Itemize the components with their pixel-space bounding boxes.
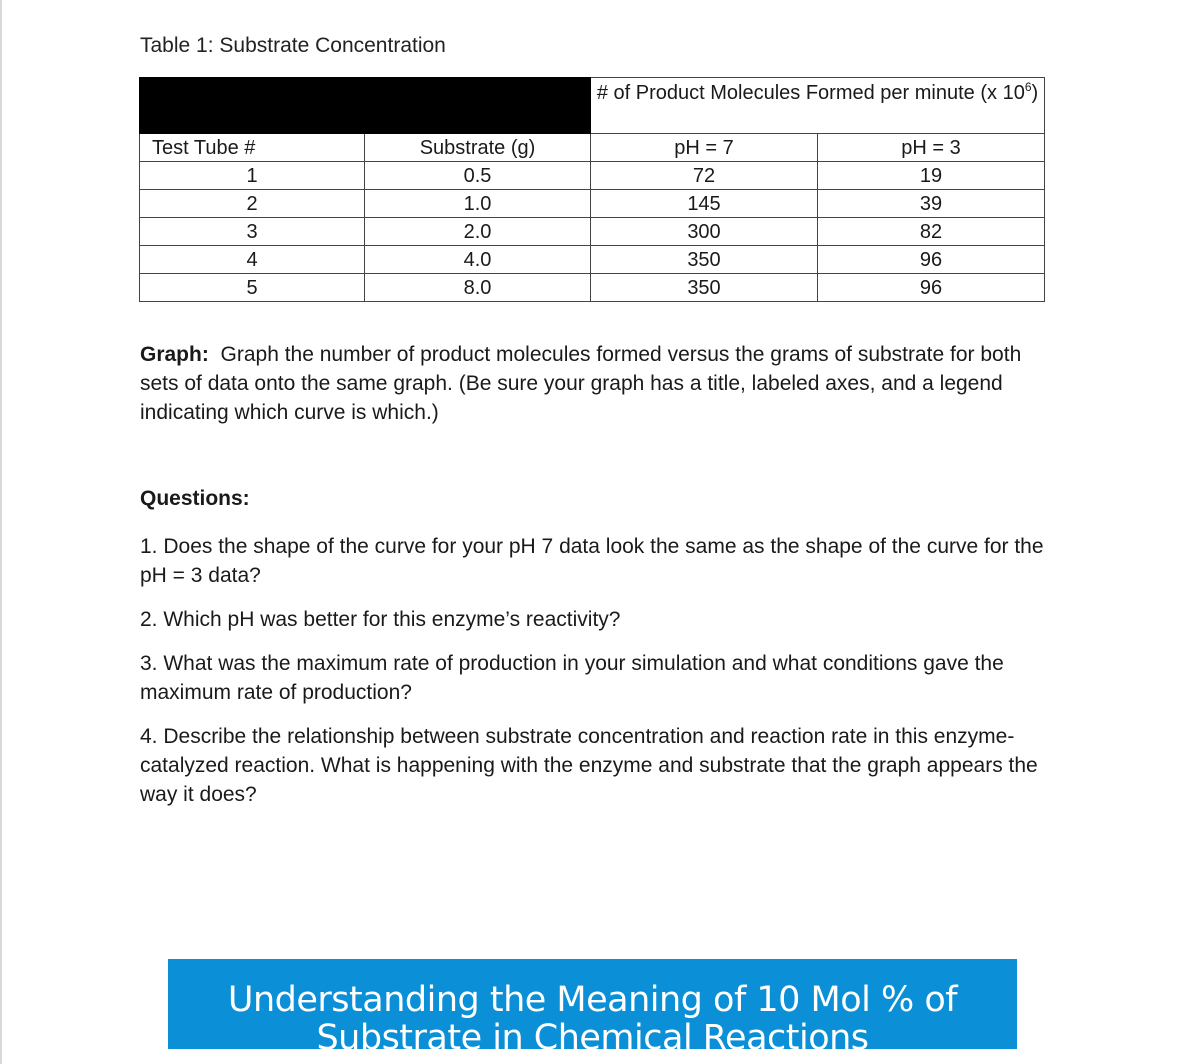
cell-ph3: 96: [818, 246, 1045, 274]
header-substrate: Substrate (g): [365, 134, 591, 162]
cell-substrate: 0.5: [365, 162, 591, 190]
title-banner: [168, 959, 1017, 1049]
cell-test-tube: 3: [140, 218, 365, 246]
cell-ph7: 350: [591, 246, 818, 274]
table-header-row: [140, 134, 1045, 162]
cell-test-tube: 4: [140, 246, 365, 274]
banner-title-line1: Understanding the Meaning of 10 Mol % of: [227, 980, 958, 1020]
cell-substrate: 2.0: [365, 218, 591, 246]
cell-ph7: 72: [591, 162, 818, 190]
table-row: [140, 190, 1045, 218]
header-test-tube: Test Tube #: [140, 134, 365, 162]
page-edge-rule: [0, 0, 2, 1064]
header-ph7: pH = 7: [591, 134, 818, 162]
question-item: 4. Describe the relationship between substrate concentration and reaction rate in this enzyme-catalyzed reaction. What is happening with the enzyme and substrate that the graph appears the way it does?: [140, 725, 1038, 806]
question-item: 2. Which pH was better for this enzyme’s reactivity?: [140, 608, 621, 631]
cell-ph3: 82: [818, 218, 1045, 246]
table-caption: Table 1: Substrate Concentration: [140, 34, 446, 57]
cell-ph3: 96: [818, 274, 1045, 302]
cell-ph3: 39: [818, 190, 1045, 218]
cell-test-tube: 2: [140, 190, 365, 218]
substrate-table: [139, 77, 1045, 302]
questions-heading: Questions:: [140, 487, 250, 510]
banner-title-line2: Substrate in Chemical Reactions: [316, 1018, 869, 1049]
table-row: [140, 218, 1045, 246]
group-header-exponent: 6: [1024, 80, 1032, 94]
cell-test-tube: 1: [140, 162, 365, 190]
cell-substrate: 4.0: [365, 246, 591, 274]
group-header-text: # of Product Molecules Formed per minute (x 10: [596, 82, 1025, 104]
cell-ph7: 145: [591, 190, 818, 218]
question-item: 3. What was the maximum rate of production in your simulation and what conditions gave the maximum rate of production?: [140, 652, 1004, 704]
group-header-cell: [591, 78, 1045, 134]
cell-ph7: 300: [591, 218, 818, 246]
table-blackout-cell: [140, 78, 591, 134]
cell-ph3: 19: [818, 162, 1045, 190]
graph-text: Graph the number of product molecules formed versus the grams of substrate for both sets of data onto the same graph. (Be sure your graph has a title, labeled axes, and a legend indicating which curve is which.): [140, 343, 1022, 424]
table-group-header-row: [140, 78, 1045, 134]
cell-substrate: 1.0: [365, 190, 591, 218]
graph-instructions: [140, 340, 1045, 427]
table-row: [140, 246, 1045, 274]
cell-test-tube: 5: [140, 274, 365, 302]
header-ph3: pH = 3: [818, 134, 1045, 162]
table-row: [140, 274, 1045, 302]
group-header-end: ): [1031, 82, 1039, 104]
cell-substrate: 8.0: [365, 274, 591, 302]
table-row: [140, 162, 1045, 190]
graph-label: Graph:: [140, 343, 209, 366]
cell-ph7: 350: [591, 274, 818, 302]
question-item: 1. Does the shape of the curve for your pH 7 data look the same as the shape of the curve for the pH = 3 data?: [140, 535, 1044, 587]
